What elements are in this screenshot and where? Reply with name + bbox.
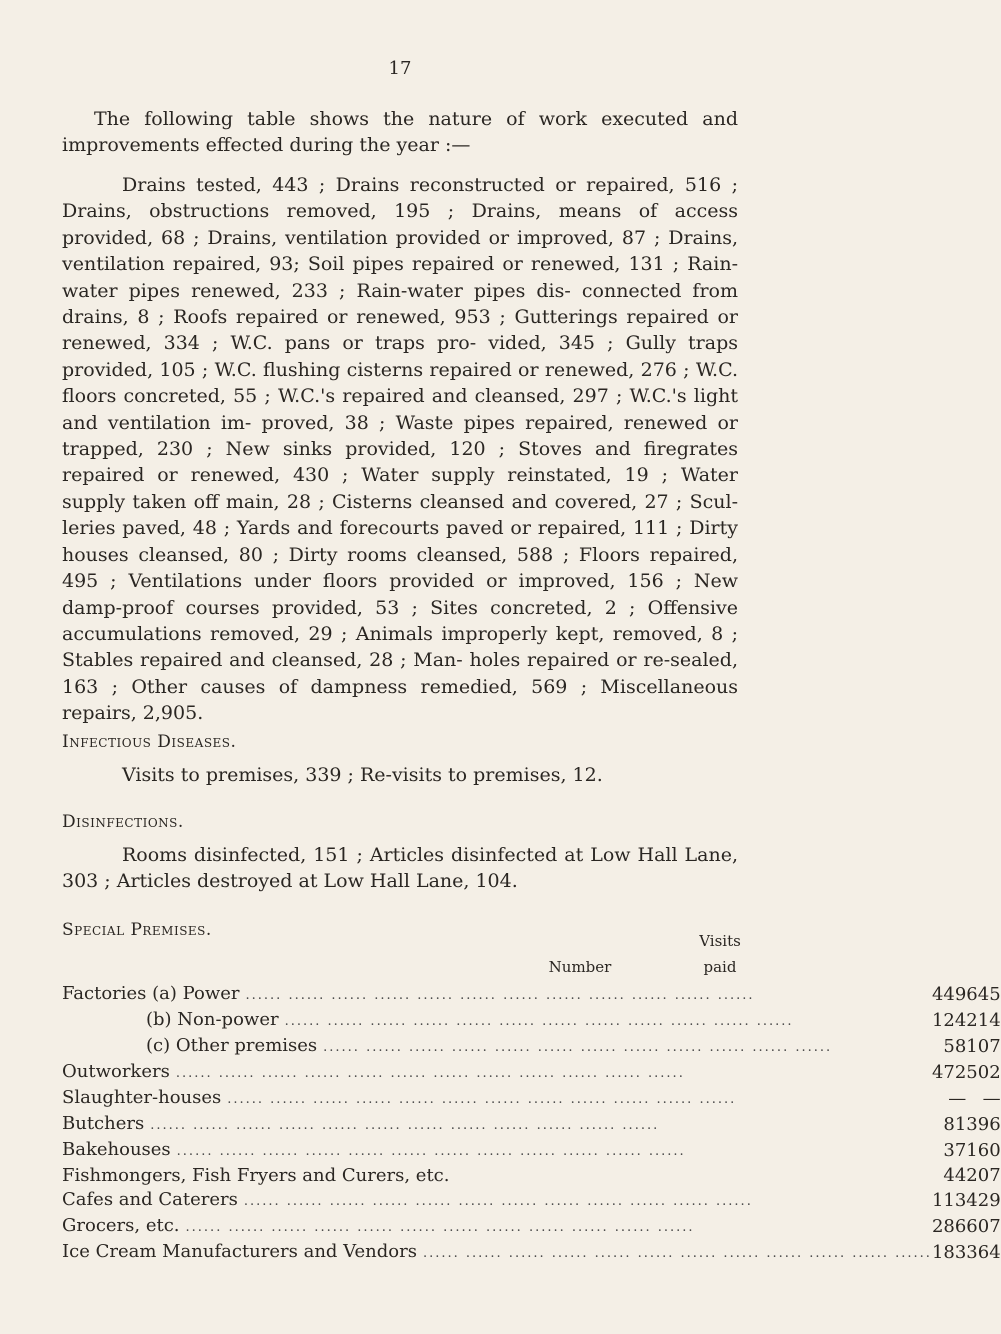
disinfections-text: Rooms disinfected, 151 ; Articles disinfected at Low Hall Lane, 303 ; Articles destroyed at Low Hall Lane, 104. [62,844,738,893]
table-row [62,1240,1001,1266]
visits-column-header-line1: Visits [699,932,741,950]
table-row [62,1086,1001,1112]
table-row [62,1060,1001,1086]
visits-cell: — [982,1088,1001,1109]
table-row [62,1138,1001,1164]
row-label: Cafes and Caterers [62,1188,244,1212]
number-column-header: Number [548,958,612,976]
number-cell: 44 [943,1165,967,1187]
visits-cell: 207 [966,1165,1001,1187]
number-cell: 113 [931,1190,967,1212]
visits-cell: 645 [966,984,1001,1005]
visits-cell: 607 [966,1216,1001,1238]
table-row [62,982,1001,1008]
row-label: Slaughter-houses [62,1086,227,1110]
row-label: Fishmongers, Fish Fryers and Curers, etc. [62,1164,455,1188]
disinfections-heading: Disinfections. [62,812,184,832]
dot-leader [176,1062,932,1086]
visits-cell: 364 [966,1242,1001,1264]
row-label: (b) Non-power [146,1008,285,1032]
visits-cell: 502 [966,1062,1001,1083]
visits-cell: 107 [966,1036,1001,1057]
row-label: Factories (a) Power [62,982,246,1006]
table-row [62,1164,1001,1188]
dot-leader [246,984,932,1008]
row-label: Bakehouses [62,1138,177,1162]
row-label: Ice Cream Manufacturers and Vendors [62,1240,423,1264]
visits-cell: 160 [966,1140,1001,1161]
page-number: 17 [388,58,412,79]
row-label: (c) Other premises [146,1034,323,1058]
special-premises-heading: Special Premises. [62,920,212,940]
dot-leader [177,1140,932,1164]
number-cell: 449 [931,984,967,1005]
visits-column-header-line2: paid [703,958,737,976]
dot-leader [285,1010,932,1034]
number-cell: 37 [943,1140,967,1161]
number-cell: — [948,1088,967,1109]
visits-cell: 429 [966,1190,1001,1212]
visits-cell: 396 [966,1114,1001,1135]
dot-leader [323,1036,932,1060]
table-row [62,1112,1001,1138]
row-label: Butchers [62,1112,150,1136]
number-cell: 124 [931,1010,967,1031]
table-row [62,1008,1001,1034]
number-cell: 286 [931,1216,967,1238]
number-cell: 81 [943,1114,967,1135]
number-cell: 472 [931,1062,967,1083]
table-row [62,1034,1001,1060]
table-row [62,1214,1001,1240]
dot-leader [227,1088,932,1112]
works-paragraph: Drains tested, 443 ; Drains reconstructed or repaired, 516 ; Drains, obstructions removed, 195 ; Drains, means of access provided, 68 ; Drains, ventilation provided or improved, 87 ; Drains, ventilation repaired, 93; Soil pipes repaired or renewed, 131 ; Rain-water pipes renewed, 233 ; Rain-water pipes dis- connected from drains, 8 ; Roofs repaired or renewed, 953 ; Gutterings repaired or renewed, 334 ; W.C. pans or traps pro- vided, 345 ; Gully traps provided, 105 ; W.C. flushing cisterns repaired or renewed, 276 ; W.C. floors concreted, 55 ; W.C.'s repaired and cleansed, 297 ; W.C.'s light and ventilation im- proved, 38 ; Waste pipes repaired, renewed or trapped, 230 ; New sinks provided, 120 ; Stoves and firegrates repaired or renewed, 430 ; Water supply reinstated, 19 ; Water supply taken off main, 28 ; Cisterns cleansed and covered, 27 ; Scul- leries paved, 48 ; Yards and forecourts paved or repaired, 111 ; Dirty houses cleansed, 80 ; Dirty rooms cleansed, 588 ; Floors repaired, 495 ; Ventilations under floors provided or improved, 156 ; New damp-proof courses provided, 53 ; Sites concreted, 2 ; Offensive accumulations removed, 29 ; Animals improperly kept, removed, 8 ; Stables repaired and cleansed, 28 ; Man- holes repaired or re-sealed, 163 ; Other causes of dampness remedied, 569 ; Miscellaneous repairs, 2,905. [62,174,738,725]
row-label: Grocers, etc. [62,1214,186,1238]
dot-leader [186,1216,932,1240]
infectious-text: Visits to premises, 339 ; Re-visits to premises, 12. [122,764,603,786]
dot-leader [150,1114,932,1138]
dot-leader [423,1242,932,1266]
special-premises-table [62,982,1001,1266]
intro-paragraph: The following table shows the nature of work executed and improvements effected during the year :— [62,108,738,156]
row-label: Outworkers [62,1060,176,1084]
number-cell: 183 [931,1242,967,1264]
table-row [62,1188,1001,1214]
visits-cell: 214 [966,1010,1001,1031]
infectious-heading: Infectious Diseases. [62,732,237,752]
number-cell: 58 [943,1036,967,1057]
dot-leader [244,1190,932,1214]
